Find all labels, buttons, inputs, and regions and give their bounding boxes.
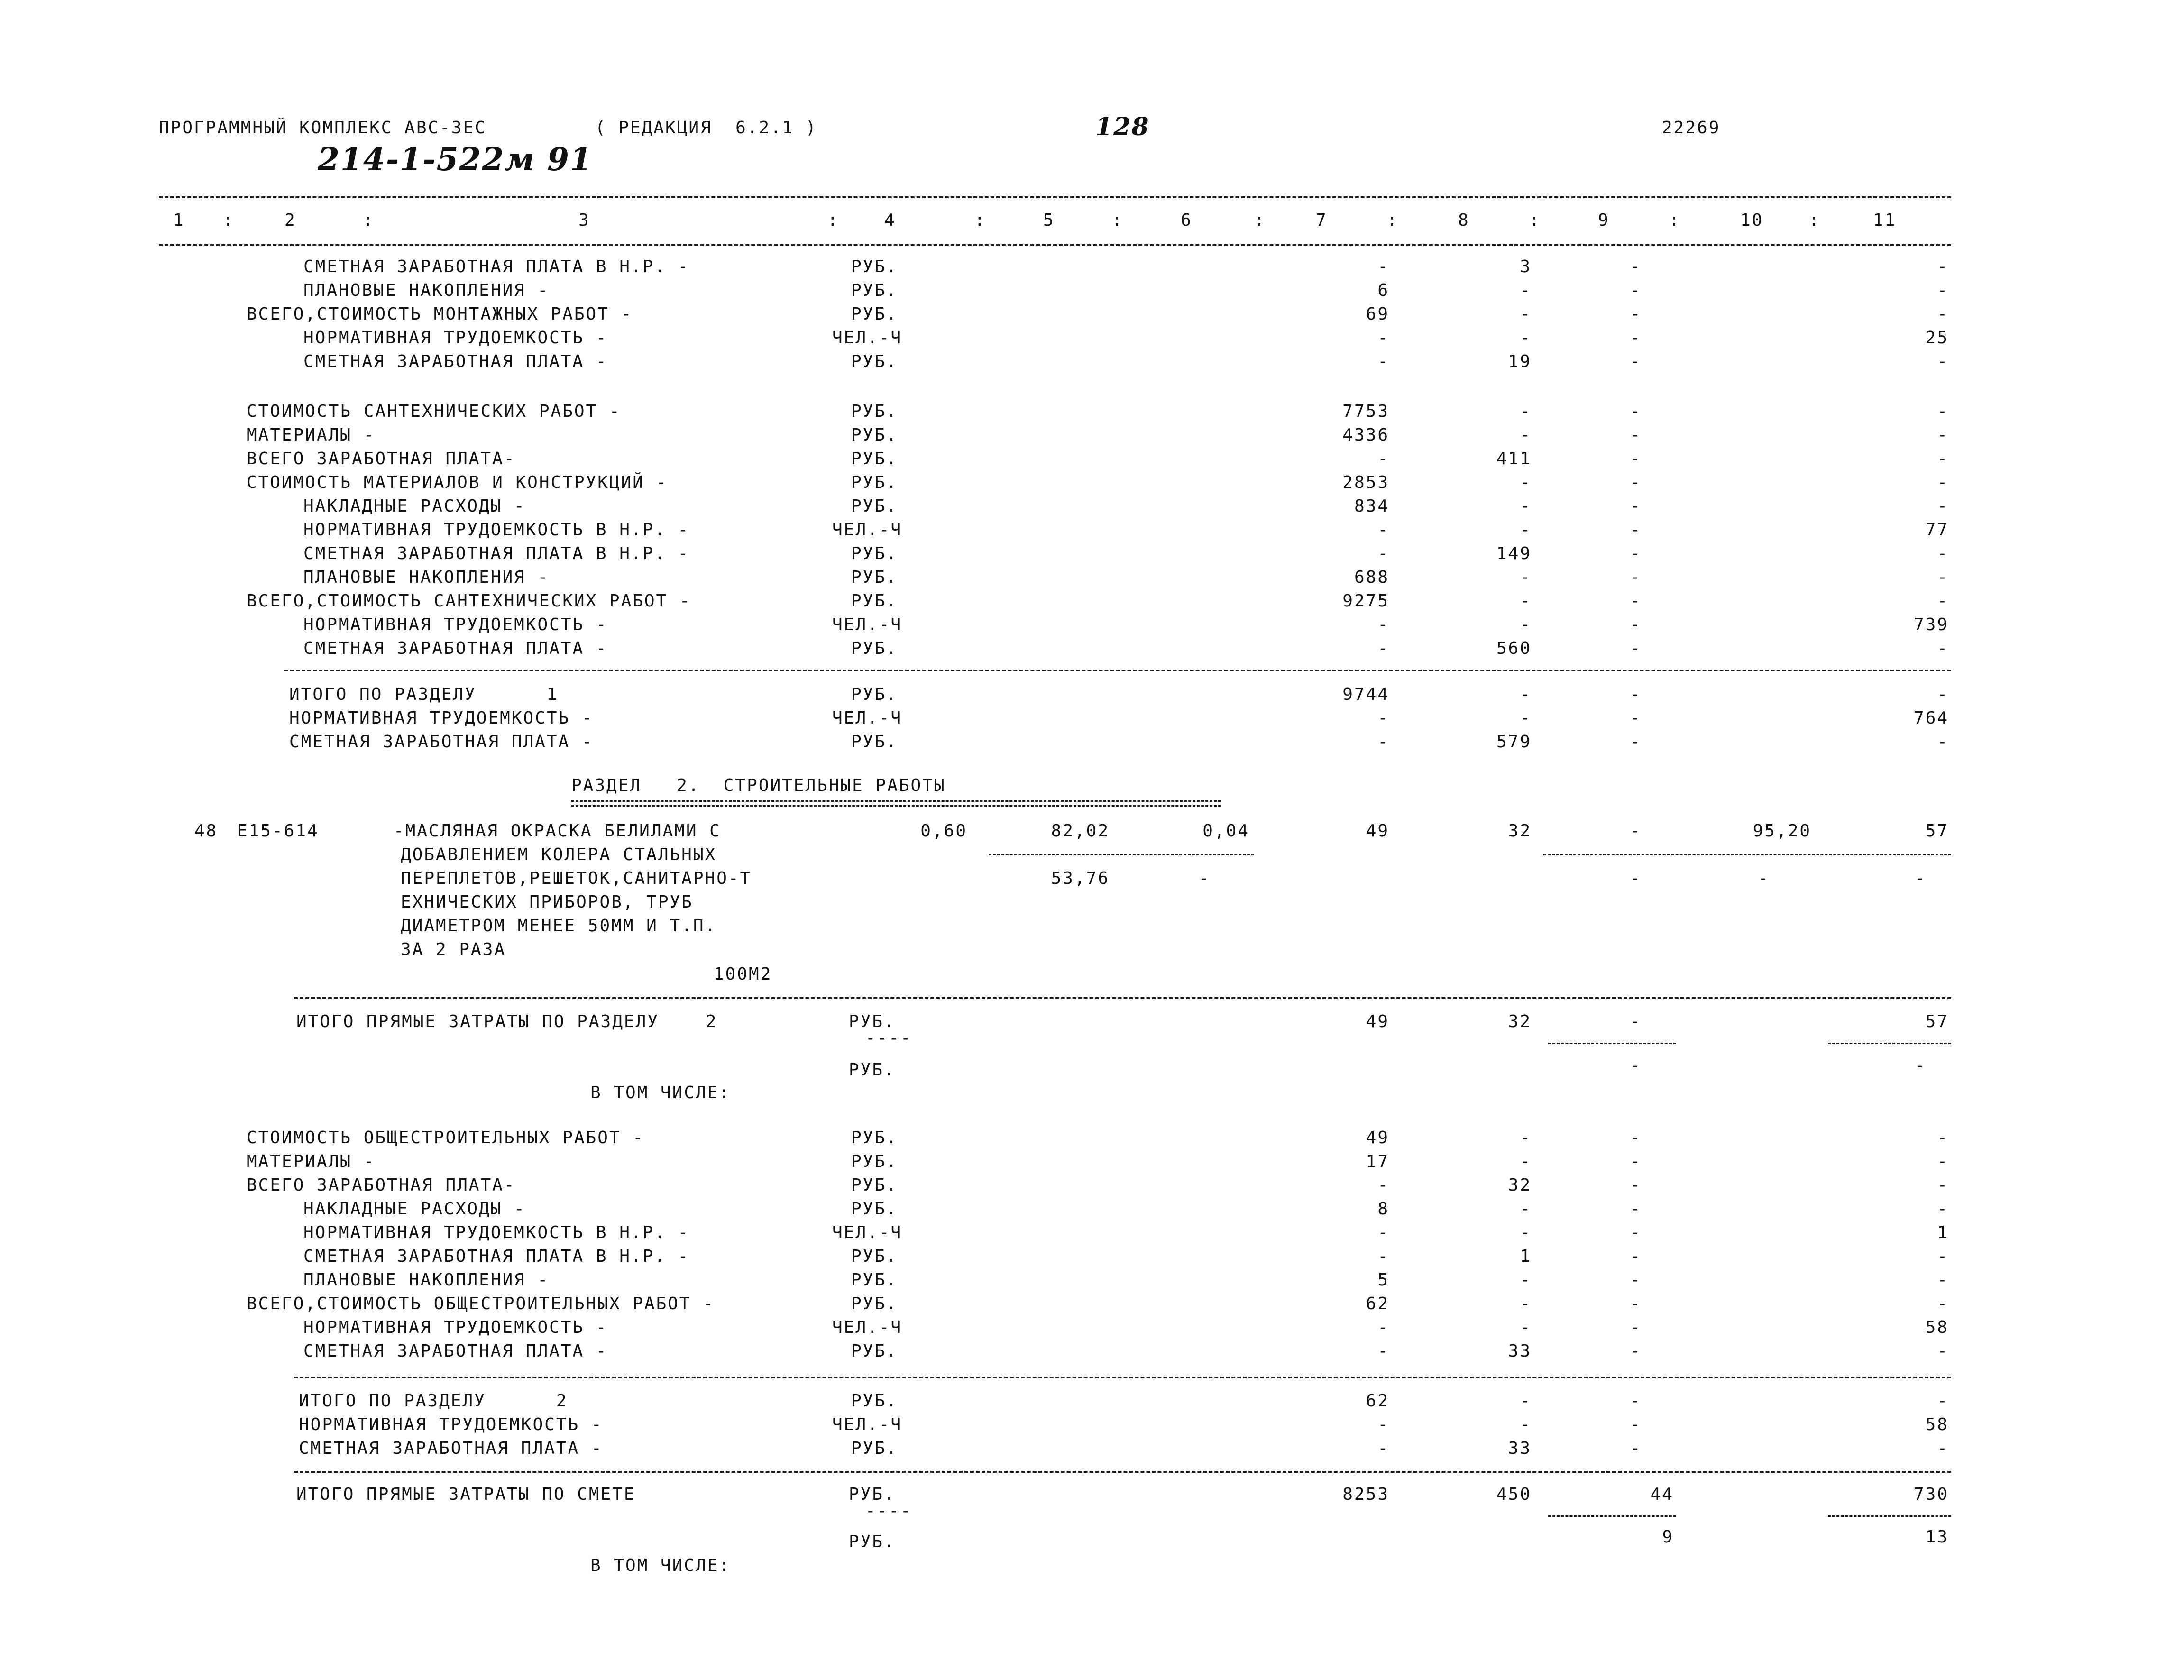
estimate-total-label: ИТОГО ПРЯМЫЕ ЗАТРАТЫ ПО СМЕТЕ bbox=[296, 1485, 636, 1504]
row-col8: - bbox=[1520, 568, 1532, 587]
row-col7: - bbox=[1377, 328, 1389, 348]
row-col8: 560 bbox=[1496, 639, 1532, 658]
row-unit: ЧЕЛ.-Ч bbox=[832, 708, 903, 728]
column-separator: : bbox=[1112, 211, 1124, 230]
row-col8: - bbox=[1520, 520, 1532, 540]
direct2-label: ИТОГО ПРЯМЫЕ ЗАТРАТЫ ПО РАЗДЕЛУ 2 bbox=[296, 1012, 718, 1031]
row-col11: 25 bbox=[1925, 328, 1949, 348]
column-header-2: 2 bbox=[284, 211, 296, 230]
row-col9: - bbox=[1630, 1270, 1642, 1290]
row-label: СМЕТНАЯ ЗАРАБОТНАЯ ПЛАТА - bbox=[303, 639, 608, 658]
row-col11: - bbox=[1937, 1152, 1949, 1171]
row-col9: - bbox=[1630, 708, 1642, 728]
row-col11: 1 bbox=[1937, 1223, 1949, 1242]
row-label: ВСЕГО,СТОИМОСТЬ ОБЩЕСТРОИТЕЛЬНЫХ РАБОТ - bbox=[247, 1294, 715, 1313]
row-label: ИТОГО ПО РАЗДЕЛУ 2 bbox=[299, 1391, 568, 1411]
row-col7: - bbox=[1377, 1223, 1389, 1242]
row-col9: - bbox=[1630, 1415, 1642, 1434]
row-col9: - bbox=[1630, 449, 1642, 468]
row-col9: - bbox=[1630, 1128, 1642, 1148]
row-label: МАТЕРИАЛЫ - bbox=[247, 1152, 376, 1171]
row-label: ПЛАНОВЫЕ НАКОПЛЕНИЯ - bbox=[303, 568, 550, 587]
row-label: НАКЛАДНЫЕ РАСХОДЫ - bbox=[303, 1199, 526, 1219]
row-unit: РУБ. bbox=[851, 425, 898, 445]
estimate-total-unit: РУБ. bbox=[849, 1485, 896, 1504]
item-number: 48 bbox=[194, 821, 218, 841]
row-unit: РУБ. bbox=[851, 1128, 898, 1148]
row-label: СМЕТНАЯ ЗАРАБОТНАЯ ПЛАТА В Н.Р. - bbox=[303, 1247, 690, 1266]
column-header-9: 9 bbox=[1598, 211, 1610, 230]
row-label: ВСЕГО ЗАРАБОТНАЯ ПЛАТА- bbox=[247, 1175, 516, 1195]
row-unit: ЧЕЛ.-Ч bbox=[832, 615, 903, 634]
estimate-total-col11-sub: 13 bbox=[1925, 1527, 1949, 1547]
row-unit: РУБ. bbox=[851, 568, 898, 587]
row-col11: - bbox=[1937, 732, 1949, 752]
row-col11: - bbox=[1937, 639, 1949, 658]
row-col7: 2853 bbox=[1342, 473, 1389, 492]
row-col7: - bbox=[1377, 1439, 1389, 1458]
row-col7: 17 bbox=[1366, 1152, 1389, 1171]
row-col11: - bbox=[1937, 1128, 1949, 1148]
row-col11: - bbox=[1937, 352, 1949, 371]
item-col10: 95,20 bbox=[1753, 821, 1811, 841]
row-col11: - bbox=[1937, 1294, 1949, 1313]
row-col7: - bbox=[1377, 352, 1389, 371]
direct2-unit2: РУБ. bbox=[849, 1060, 896, 1080]
column-separator: : bbox=[974, 211, 986, 230]
row-col8: 411 bbox=[1496, 449, 1532, 468]
column-header-7: 7 bbox=[1316, 211, 1328, 230]
row-col7: - bbox=[1377, 1247, 1389, 1266]
row-col7: - bbox=[1377, 708, 1389, 728]
item-col6: 0,04 bbox=[1202, 821, 1249, 841]
row-col11: - bbox=[1937, 496, 1949, 516]
section2-title-underline-2 bbox=[571, 805, 1221, 807]
row-col8: 33 bbox=[1508, 1341, 1532, 1361]
row-col8: 33 bbox=[1508, 1439, 1532, 1458]
row-col9: - bbox=[1630, 1341, 1642, 1361]
column-header-11: 11 bbox=[1873, 211, 1897, 230]
row-col9: - bbox=[1630, 1294, 1642, 1313]
row-unit: РУБ. bbox=[851, 1294, 898, 1313]
row-unit: РУБ. bbox=[851, 352, 898, 371]
row-col9: - bbox=[1630, 639, 1642, 658]
row-label: НОРМАТИВНАЯ ТРУДОЕМКОСТЬ - bbox=[299, 1415, 603, 1434]
row-col7: 8 bbox=[1377, 1199, 1389, 1219]
row-col9: - bbox=[1630, 520, 1642, 540]
row-col11: 58 bbox=[1925, 1318, 1949, 1337]
estimate-total-col11: 730 bbox=[1913, 1485, 1949, 1504]
row-label: ИТОГО ПО РАЗДЕЛУ 1 bbox=[289, 685, 559, 704]
estimate-total-rule-col11 bbox=[1828, 1515, 1951, 1517]
row-unit: РУБ. bbox=[851, 1247, 898, 1266]
row-col11: - bbox=[1937, 1439, 1949, 1458]
row-col8: - bbox=[1520, 425, 1532, 445]
item-col5-sub: 53,76 bbox=[1051, 869, 1110, 888]
row-col11: 77 bbox=[1925, 520, 1949, 540]
row-unit: РУБ. bbox=[851, 1152, 898, 1171]
row-col11: - bbox=[1937, 1391, 1949, 1411]
row-col8: - bbox=[1520, 591, 1532, 611]
row-col8: 1 bbox=[1520, 1247, 1532, 1266]
row-col9: - bbox=[1630, 425, 1642, 445]
item-description-line: ЕХНИЧЕСКИХ ПРИБОРОВ, ТРУБ bbox=[401, 892, 693, 912]
row-unit: РУБ. bbox=[851, 544, 898, 563]
row-col7: 62 bbox=[1366, 1391, 1389, 1411]
column-header-4: 4 bbox=[884, 211, 896, 230]
row-label: НАКЛАДНЫЕ РАСХОДЫ - bbox=[303, 496, 526, 516]
estimate-total-rule-col9 bbox=[1548, 1515, 1676, 1517]
header-bottom-rule bbox=[159, 244, 1951, 246]
row-col11: - bbox=[1937, 1175, 1949, 1195]
row-label: СТОИМОСТЬ ОБЩЕСТРОИТЕЛЬНЫХ РАБОТ - bbox=[247, 1128, 644, 1148]
direct2-unit-dash: ---- bbox=[865, 1028, 912, 1048]
row-col7: - bbox=[1377, 544, 1389, 563]
row-label: НОРМАТИВНАЯ ТРУДОЕМКОСТЬ - bbox=[303, 328, 608, 348]
row-label: НОРМАТИВНАЯ ТРУДОЕМКОСТЬ В Н.Р. - bbox=[303, 520, 690, 540]
row-col7: - bbox=[1377, 257, 1389, 276]
row-col11: - bbox=[1937, 473, 1949, 492]
row-col8: - bbox=[1520, 1415, 1532, 1434]
item-description-line: -МАСЛЯНАЯ ОКРАСКА БЕЛИЛАМИ С bbox=[394, 821, 721, 841]
row-col8: - bbox=[1520, 304, 1532, 324]
row-col9: - bbox=[1630, 615, 1642, 634]
row-col7: - bbox=[1377, 639, 1389, 658]
direct2-unit: РУБ. bbox=[849, 1012, 896, 1031]
item-col7: 49 bbox=[1366, 821, 1389, 841]
row-label: НОРМАТИВНАЯ ТРУДОЕМКОСТЬ В Н.Р. - bbox=[303, 1223, 690, 1242]
row-col7: 49 bbox=[1366, 1128, 1389, 1148]
row-label: ВСЕГО,СТОИМОСТЬ МОНТАЖНЫХ РАБОТ - bbox=[247, 304, 633, 324]
row-col11: - bbox=[1937, 568, 1949, 587]
item-col9-sub: - bbox=[1630, 869, 1642, 888]
row-col9: - bbox=[1630, 544, 1642, 563]
row-col9: - bbox=[1630, 281, 1642, 300]
row-col7: - bbox=[1377, 1341, 1389, 1361]
row-col7: - bbox=[1377, 732, 1389, 752]
item-description-line: ПЕРЕПЛЕТОВ,РЕШЕТОК,САНИТАРНО-Т bbox=[401, 869, 752, 888]
row-col7: - bbox=[1377, 1415, 1389, 1434]
row-col9: - bbox=[1630, 1223, 1642, 1242]
row-col7: 834 bbox=[1354, 496, 1389, 516]
row-col9: - bbox=[1630, 1247, 1642, 1266]
row-col8: 3 bbox=[1520, 257, 1532, 276]
direct2-including: В ТОМ ЧИСЛЕ: bbox=[590, 1083, 731, 1102]
column-header-5: 5 bbox=[1043, 211, 1055, 230]
row-col8: - bbox=[1520, 473, 1532, 492]
row-col7: 62 bbox=[1366, 1294, 1389, 1313]
row-unit: РУБ. bbox=[851, 1341, 898, 1361]
row-unit: РУБ. bbox=[851, 1439, 898, 1458]
row-col9: - bbox=[1630, 1318, 1642, 1337]
row-unit: РУБ. bbox=[851, 591, 898, 611]
row-label: НОРМАТИВНАЯ ТРУДОЕМКОСТЬ - bbox=[303, 1318, 608, 1337]
row-col9: - bbox=[1630, 402, 1642, 421]
row-col9: - bbox=[1630, 568, 1642, 587]
row-unit: РУБ. bbox=[851, 1391, 898, 1411]
handwritten-code: 214-1-522м 91 bbox=[318, 141, 593, 178]
row-col8: 19 bbox=[1508, 352, 1532, 371]
item-description-line: ДИАМЕТРОМ МЕНЕЕ 50ММ И Т.П. bbox=[401, 916, 717, 936]
column-separator: : bbox=[223, 211, 235, 230]
row-col9: - bbox=[1630, 685, 1642, 704]
row-col9: - bbox=[1630, 591, 1642, 611]
row-col8: - bbox=[1520, 615, 1532, 634]
row-unit: ЧЕЛ.-Ч bbox=[832, 1223, 903, 1242]
header-top-rule bbox=[159, 196, 1951, 198]
row-col11: 739 bbox=[1913, 615, 1949, 634]
column-header-1: 1 bbox=[173, 211, 185, 230]
edition-label: ( РЕДАКЦИЯ 6.2.1 ) bbox=[595, 118, 817, 138]
row-label: ПЛАНОВЫЕ НАКОПЛЕНИЯ - bbox=[303, 281, 550, 300]
row-col7: 7753 bbox=[1342, 402, 1389, 421]
item-description-line: ЗА 2 РАЗА bbox=[401, 940, 506, 959]
separator-section1-total bbox=[284, 670, 1951, 671]
row-col9: - bbox=[1630, 496, 1642, 516]
column-separator: : bbox=[1809, 211, 1821, 230]
row-col8: - bbox=[1520, 1294, 1532, 1313]
row-col8: - bbox=[1520, 685, 1532, 704]
row-col8: 579 bbox=[1496, 732, 1532, 752]
row-col11: - bbox=[1937, 685, 1949, 704]
column-separator: : bbox=[827, 211, 839, 230]
direct2-col11-sub: - bbox=[1914, 1056, 1927, 1075]
row-col9: - bbox=[1630, 473, 1642, 492]
row-unit: ЧЕЛ.-Ч bbox=[832, 1318, 903, 1337]
row-col7: - bbox=[1377, 1175, 1389, 1195]
estimate-total-col8: 450 bbox=[1496, 1485, 1532, 1504]
row-col9: - bbox=[1630, 257, 1642, 276]
document-number: 22269 bbox=[1662, 118, 1721, 138]
direct2-col9: - bbox=[1630, 1012, 1642, 1031]
item-col9: - bbox=[1630, 821, 1642, 841]
row-col7: - bbox=[1377, 449, 1389, 468]
item-unit: 100М2 bbox=[714, 964, 772, 984]
row-col9: - bbox=[1630, 732, 1642, 752]
row-label: ВСЕГО,СТОИМОСТЬ САНТЕХНИЧЕСКИХ РАБОТ - bbox=[247, 591, 691, 611]
row-label: ВСЕГО ЗАРАБОТНАЯ ПЛАТА- bbox=[247, 449, 516, 468]
row-col8: - bbox=[1520, 1270, 1532, 1290]
row-col11: - bbox=[1937, 304, 1949, 324]
row-col9: - bbox=[1630, 1439, 1642, 1458]
row-unit: РУБ. bbox=[851, 281, 898, 300]
row-col8: - bbox=[1520, 496, 1532, 516]
row-label: СТОИМОСТЬ МАТЕРИАЛОВ И КОНСТРУКЦИЙ - bbox=[247, 473, 668, 492]
row-label: СМЕТНАЯ ЗАРАБОТНАЯ ПЛАТА - bbox=[299, 1439, 603, 1458]
row-col11: - bbox=[1937, 1247, 1949, 1266]
item-description-line: ДОБАВЛЕНИЕМ КОЛЕРА СТАЛЬНЫХ bbox=[401, 845, 717, 864]
row-unit: ЧЕЛ.-Ч bbox=[832, 328, 903, 348]
direct2-col7: 49 bbox=[1366, 1012, 1389, 1031]
row-unit: РУБ. bbox=[851, 473, 898, 492]
row-col7: 5 bbox=[1377, 1270, 1389, 1290]
row-col8: - bbox=[1520, 1391, 1532, 1411]
row-col11: - bbox=[1937, 449, 1949, 468]
direct2-rule-col11 bbox=[1828, 1043, 1951, 1044]
row-unit: РУБ. bbox=[851, 1270, 898, 1290]
column-separator: : bbox=[1254, 211, 1266, 230]
row-col9: - bbox=[1630, 1152, 1642, 1171]
item-code: Е15-614 bbox=[237, 821, 319, 841]
row-col9: - bbox=[1630, 1175, 1642, 1195]
row-col8: - bbox=[1520, 402, 1532, 421]
direct2-col8: 32 bbox=[1508, 1012, 1532, 1031]
row-label: СТОИМОСТЬ САНТЕХНИЧЕСКИХ РАБОТ - bbox=[247, 402, 621, 421]
row-col7: 9744 bbox=[1342, 685, 1389, 704]
row-col11: - bbox=[1937, 591, 1949, 611]
item-col6-sub: - bbox=[1198, 869, 1211, 888]
column-header-3: 3 bbox=[578, 211, 590, 230]
item-sub-rule-5-6 bbox=[989, 854, 1254, 855]
row-col8: - bbox=[1520, 328, 1532, 348]
row-col8: - bbox=[1520, 1318, 1532, 1337]
row-unit: РУБ. bbox=[851, 1199, 898, 1219]
row-col11: 764 bbox=[1913, 708, 1949, 728]
row-col8: 32 bbox=[1508, 1175, 1532, 1195]
estimate-total-unit2: РУБ. bbox=[849, 1532, 896, 1551]
row-col11: - bbox=[1937, 544, 1949, 563]
row-col11: - bbox=[1937, 425, 1949, 445]
row-label: СМЕТНАЯ ЗАРАБОТНАЯ ПЛАТА - bbox=[303, 352, 608, 371]
row-unit: РУБ. bbox=[851, 449, 898, 468]
row-col9: - bbox=[1630, 1391, 1642, 1411]
row-col11: - bbox=[1937, 281, 1949, 300]
row-col11: - bbox=[1937, 1270, 1949, 1290]
column-header-8: 8 bbox=[1458, 211, 1470, 230]
estimate-total-col9-sub: 9 bbox=[1662, 1527, 1674, 1547]
row-unit: РУБ. bbox=[851, 732, 898, 752]
column-header-6: 6 bbox=[1181, 211, 1193, 230]
row-col11: - bbox=[1937, 1199, 1949, 1219]
row-label: СМЕТНАЯ ЗАРАБОТНАЯ ПЛАТА В Н.Р. - bbox=[303, 257, 690, 276]
row-label: НОРМАТИВНАЯ ТРУДОЕМКОСТЬ - bbox=[289, 708, 594, 728]
row-col11: 58 bbox=[1925, 1415, 1949, 1434]
row-unit: РУБ. bbox=[851, 1175, 898, 1195]
row-col8: - bbox=[1520, 1223, 1532, 1242]
row-col9: - bbox=[1630, 304, 1642, 324]
row-unit: РУБ. bbox=[851, 639, 898, 658]
direct2-col11: 57 bbox=[1925, 1012, 1949, 1031]
row-col11: - bbox=[1937, 1341, 1949, 1361]
row-label: СМЕТНАЯ ЗАРАБОТНАЯ ПЛАТА - bbox=[303, 1341, 608, 1361]
item-col11-sub: - bbox=[1914, 869, 1927, 888]
row-col8: - bbox=[1520, 708, 1532, 728]
column-separator: : bbox=[1387, 211, 1399, 230]
item-col11: 57 bbox=[1925, 821, 1949, 841]
column-separator: : bbox=[363, 211, 375, 230]
row-unit: ЧЕЛ.-Ч bbox=[832, 1415, 903, 1434]
page-number: 128 bbox=[1095, 112, 1150, 141]
item-col10-sub: - bbox=[1758, 869, 1770, 888]
row-col7: 6 bbox=[1377, 281, 1389, 300]
estimate-total-col7: 8253 bbox=[1342, 1485, 1389, 1504]
estimate-total-including: В ТОМ ЧИСЛЕ: bbox=[590, 1556, 731, 1575]
column-separator: : bbox=[1669, 211, 1681, 230]
estimate-total-unit-dash: ---- bbox=[865, 1501, 912, 1521]
section2-title: РАЗДЕЛ 2. СТРОИТЕЛЬНЫЕ РАБОТЫ bbox=[571, 776, 946, 795]
separator-section2-total bbox=[294, 1377, 1951, 1378]
row-unit: РУБ. bbox=[851, 402, 898, 421]
section2-title-underline bbox=[571, 800, 1221, 802]
row-label: НОРМАТИВНАЯ ТРУДОЕМКОСТЬ - bbox=[303, 615, 608, 634]
item-col4: 0,60 bbox=[920, 821, 967, 841]
row-label: МАТЕРИАЛЫ - bbox=[247, 425, 376, 445]
row-label: ПЛАНОВЫЕ НАКОПЛЕНИЯ - bbox=[303, 1270, 550, 1290]
row-unit: РУБ. bbox=[851, 685, 898, 704]
row-col7: 688 bbox=[1354, 568, 1389, 587]
row-col7: - bbox=[1377, 615, 1389, 634]
separator-section2-direct bbox=[294, 997, 1951, 999]
item-sub-rule-9-11 bbox=[1543, 854, 1951, 855]
row-col8: - bbox=[1520, 1128, 1532, 1148]
row-col8: 149 bbox=[1496, 544, 1532, 563]
column-header-10: 10 bbox=[1740, 211, 1764, 230]
estimate-total-col9: 44 bbox=[1650, 1485, 1674, 1504]
separator-estimate-total bbox=[294, 1471, 1951, 1473]
item-col5: 82,02 bbox=[1051, 821, 1110, 841]
item-col8: 32 bbox=[1508, 821, 1532, 841]
row-unit: РУБ. bbox=[851, 304, 898, 324]
row-label: СМЕТНАЯ ЗАРАБОТНАЯ ПЛАТА В Н.Р. - bbox=[303, 544, 690, 563]
row-col8: - bbox=[1520, 1152, 1532, 1171]
row-col8: - bbox=[1520, 1199, 1532, 1219]
row-unit: ЧЕЛ.-Ч bbox=[832, 520, 903, 540]
row-col7: 69 bbox=[1366, 304, 1389, 324]
row-col9: - bbox=[1630, 328, 1642, 348]
row-col9: - bbox=[1630, 352, 1642, 371]
row-label: СМЕТНАЯ ЗАРАБОТНАЯ ПЛАТА - bbox=[289, 732, 594, 752]
row-col8: - bbox=[1520, 281, 1532, 300]
program-title: ПРОГРАММНЫЙ КОМПЛЕКС АВС-3ЕС bbox=[159, 118, 486, 138]
row-unit: РУБ. bbox=[851, 496, 898, 516]
direct2-rule-col9 bbox=[1548, 1043, 1676, 1044]
row-col7: 4336 bbox=[1342, 425, 1389, 445]
row-col11: - bbox=[1937, 402, 1949, 421]
row-col7: - bbox=[1377, 1318, 1389, 1337]
row-col7: 9275 bbox=[1342, 591, 1389, 611]
column-separator: : bbox=[1529, 211, 1541, 230]
row-unit: РУБ. bbox=[851, 257, 898, 276]
row-col7: - bbox=[1377, 520, 1389, 540]
row-col9: - bbox=[1630, 1199, 1642, 1219]
direct2-col9-sub: - bbox=[1630, 1056, 1642, 1075]
row-col11: - bbox=[1937, 257, 1949, 276]
